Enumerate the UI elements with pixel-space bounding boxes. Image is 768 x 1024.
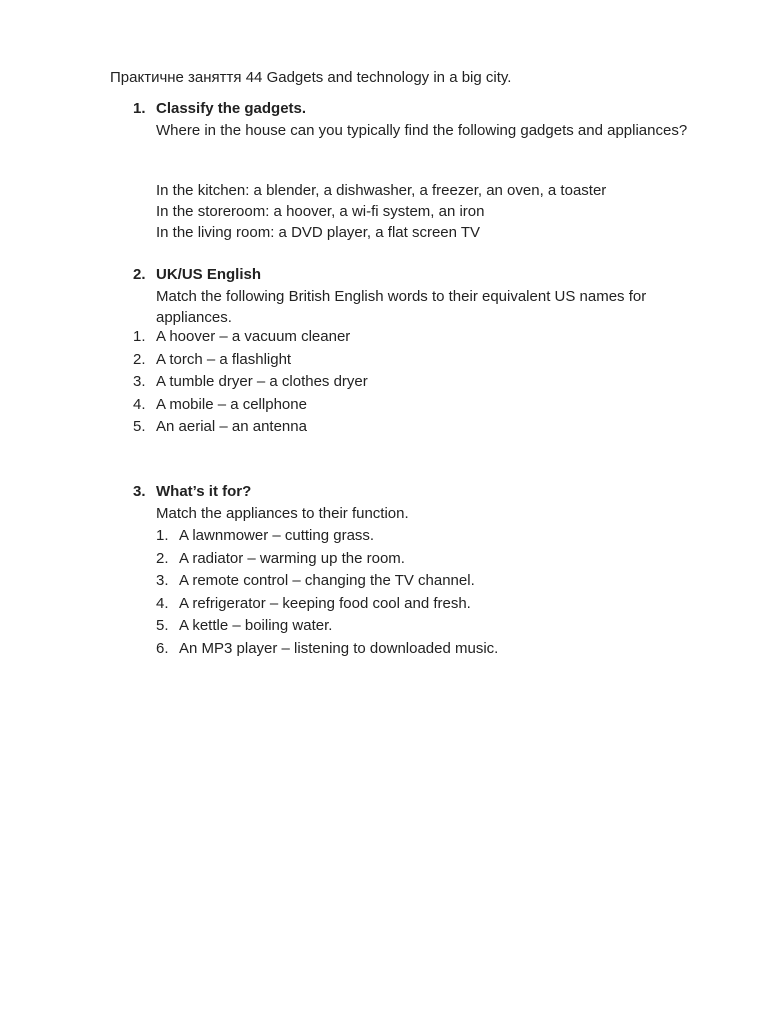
section-3-item-number: 3. bbox=[156, 572, 169, 589]
section-2-instruction: Match the following British English words to their equivalent US names for appliances. bbox=[156, 288, 647, 326]
section-3-number: 3. bbox=[133, 483, 146, 500]
section-2-item: A torch – a flashlight bbox=[156, 351, 292, 368]
section-2-item: An aerial – an antenna bbox=[156, 418, 307, 435]
section-3-item: A refrigerator – keeping food cool and fresh. bbox=[179, 595, 471, 612]
section-1-line-kitchen: In the kitchen: a blender, a dishwasher, a freezer, an oven, a toaster bbox=[156, 182, 607, 199]
section-1-heading: Classify the gadgets. bbox=[156, 100, 307, 117]
section-3-item: A remote control – changing the TV channel. bbox=[179, 572, 475, 589]
section-3-item: An MP3 player – listening to downloaded music. bbox=[179, 640, 499, 657]
section-3-item-number: 4. bbox=[156, 595, 169, 612]
section-2-number: 2. bbox=[133, 266, 146, 283]
section-2-item-number: 5. bbox=[133, 418, 146, 435]
section-2-item-number: 2. bbox=[133, 351, 146, 368]
page-title: Практичне заняття 44 Gadgets and technology in a big city. bbox=[110, 69, 512, 86]
section-3-item: A lawnmower – cutting grass. bbox=[179, 527, 375, 544]
section-1-instruction: Where in the house can you typically find the following gadgets and appliances? bbox=[156, 122, 688, 139]
section-3-item-number: 1. bbox=[156, 527, 169, 544]
section-2-item: A tumble dryer – a clothes dryer bbox=[156, 373, 368, 390]
section-3-item: A kettle – boiling water. bbox=[179, 617, 333, 634]
section-1-line-storeroom: In the storeroom: a hoover, a wi-fi system, an iron bbox=[156, 203, 485, 220]
section-1-number: 1. bbox=[133, 100, 146, 117]
section-2-item-number: 4. bbox=[133, 396, 146, 413]
section-2-item-number: 1. bbox=[133, 328, 146, 345]
section-2-item-number: 3. bbox=[133, 373, 146, 390]
section-2-heading: UK/US English bbox=[156, 266, 262, 283]
section-3-heading: What’s it for? bbox=[156, 483, 252, 500]
section-2-item: A hoover – a vacuum cleaner bbox=[156, 328, 351, 345]
section-3-item-number: 6. bbox=[156, 640, 169, 657]
section-3-item: A radiator – warming up the room. bbox=[179, 550, 405, 567]
section-3-item-number: 5. bbox=[156, 617, 169, 634]
section-1-line-living-room: In the living room: a DVD player, a flat screen TV bbox=[156, 224, 481, 241]
section-3-item-number: 2. bbox=[156, 550, 169, 567]
section-3-instruction: Match the appliances to their function. bbox=[156, 505, 409, 522]
section-2-item: A mobile – a cellphone bbox=[156, 396, 307, 413]
